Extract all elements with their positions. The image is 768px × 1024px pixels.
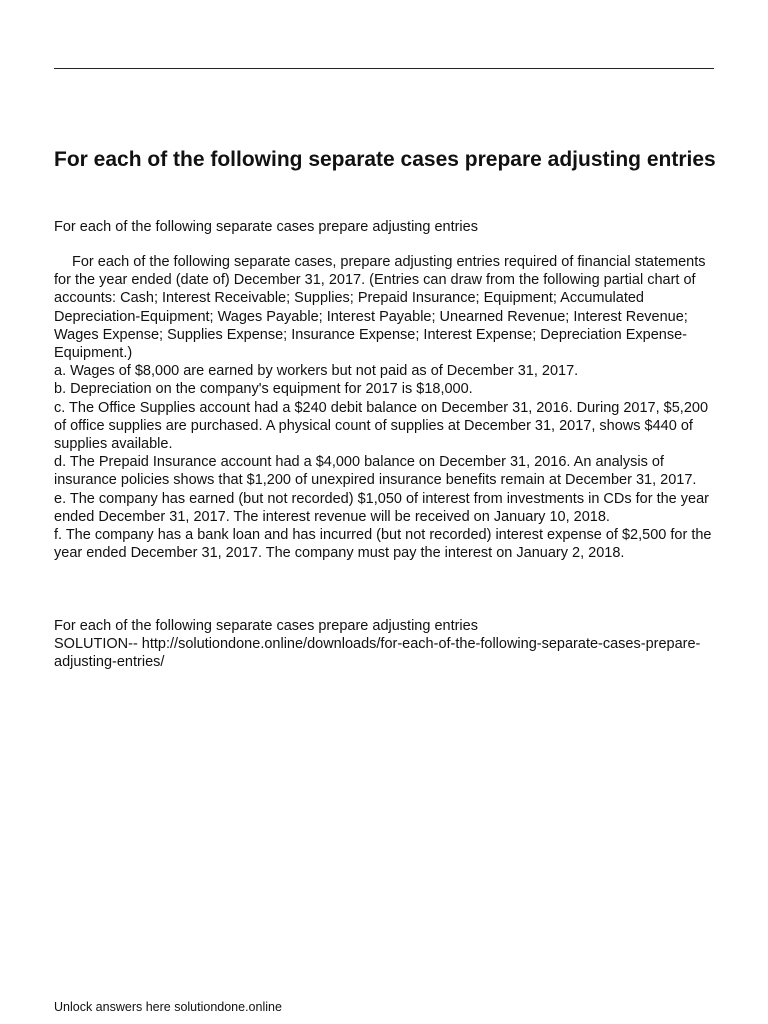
footer-text[interactable]: Unlock answers here solutiondone.online bbox=[54, 1000, 282, 1014]
case-e: e. The company has earned (but not recorded) $1,050 of interest from investments in CDs for the year ended December 31, 2017. The interest revenue will be received on January 10, 2018. bbox=[54, 490, 709, 525]
solution-heading: For each of the following separate cases prepare adjusting entries bbox=[54, 618, 478, 634]
solution-link[interactable]: SOLUTION-- http://solutiondone.online/downloads/for-each-of-the-following-separate-cases-prepare-adjusting-entries/ bbox=[54, 636, 701, 671]
subtitle: For each of the following separate cases prepare adjusting entries bbox=[54, 219, 478, 235]
case-c: c. The Office Supplies account had a $240 debit balance on December 31, 2016. During 2017, $5,200 of office supplies are purchased. A physical count of supplies at December 31, 2017, shows $440 of supplies available. bbox=[54, 399, 709, 453]
page-title: For each of the following separate cases prepare adjusting entries bbox=[54, 148, 716, 171]
solution-section bbox=[54, 617, 722, 672]
question-body bbox=[54, 253, 722, 562]
case-b: b. Depreciation on the company's equipment for 2017 is $18,000. bbox=[54, 381, 473, 398]
case-d: d. The Prepaid Insurance account had a $4,000 balance on December 31, 2016. An analysis of insurance policies shows that $1,200 of unexpired insurance benefits remain at December 31, 2017. bbox=[54, 454, 697, 489]
top-divider bbox=[54, 68, 714, 69]
question-intro: For each of the following separate cases, prepare adjusting entries required of financial statements for the year ended (date of) December 31, 2017. (Entries can draw from the following partial chart of accounts: Cash; Interest Receivable; Supplies; Prepaid Insurance; Equipment; Accumulated Depreciation-Equipment; Wages Payable; Interest Payable; Unearned Revenue; Interest Revenue; Wages Expense; Supplies Expense; Insurance Expense; Interest Expense; Depreciation Expense- Equipment.) bbox=[54, 254, 706, 362]
case-a: a. Wages of $8,000 are earned by workers but not paid as of December 31, 2017. bbox=[54, 363, 579, 380]
case-f: f. The company has a bank loan and has incurred (but not recorded) interest expense of $2,500 for the year ended December 31, 2017. The company must pay the interest on January 2, 2018. bbox=[54, 527, 712, 562]
